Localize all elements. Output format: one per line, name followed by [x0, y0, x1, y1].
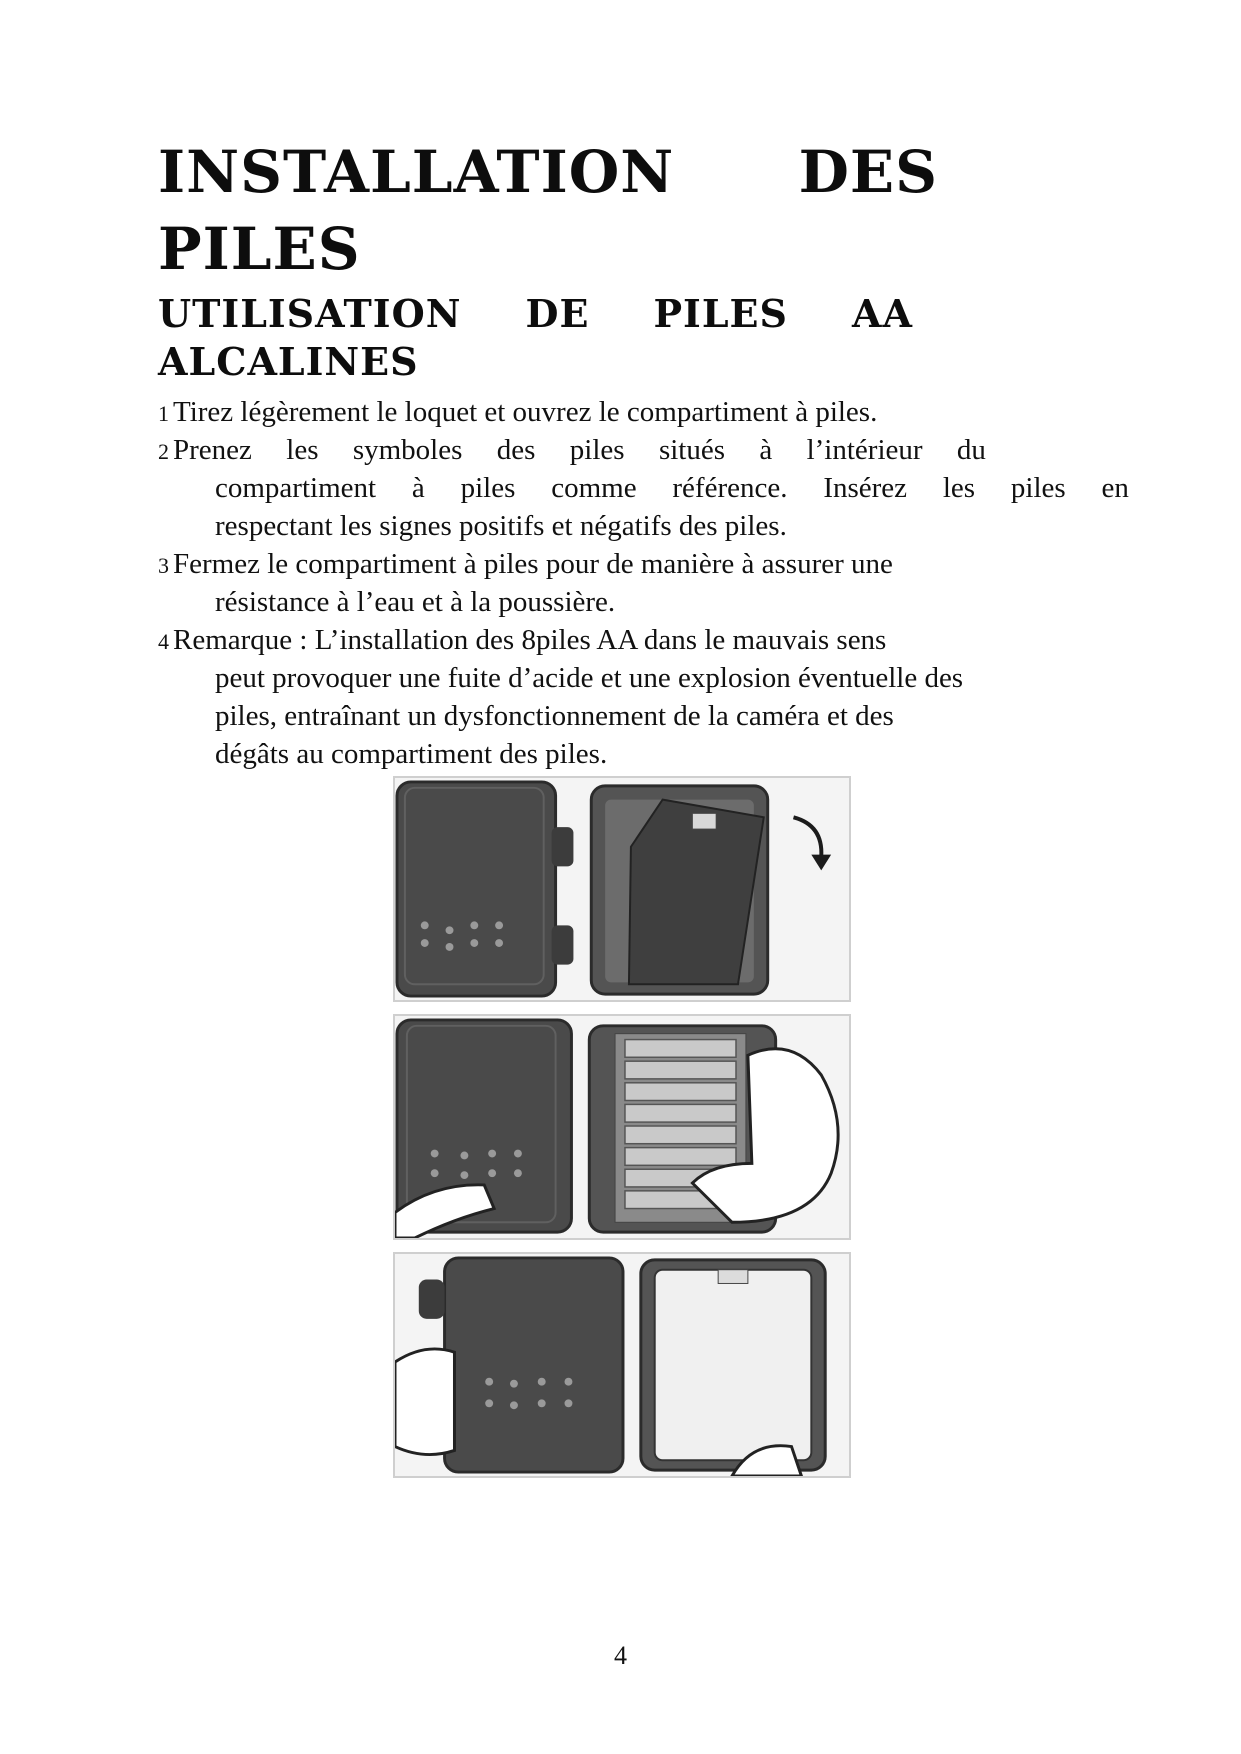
figure-close-battery-door: [393, 1252, 851, 1478]
step-4-line3: piles, entraînant un dysfonctionnement de la caméra et des: [215, 700, 894, 732]
heading-word: AA: [852, 291, 913, 336]
step-3: [158, 545, 893, 585]
step-2-line3: respectant les signes positifs et négatifs des piles.: [215, 510, 787, 542]
step-number: 2: [158, 439, 169, 464]
title-word-installation: INSTALLATION: [158, 138, 675, 206]
step-1: [158, 393, 877, 433]
step-text: Fermez le compartiment à piles pour de manière à assurer une: [173, 548, 893, 580]
camera-closed-illustration: [395, 1254, 849, 1476]
step-word: les: [942, 472, 976, 504]
step-word: à: [759, 434, 773, 466]
heading-word: PILES: [653, 291, 788, 336]
step-4-line4: dégâts au compartiment des piles.: [215, 738, 608, 770]
step-word: référence.: [672, 472, 788, 504]
step-number: 1: [158, 401, 169, 426]
step-word: piles: [569, 434, 625, 466]
step-word: situés: [658, 434, 725, 466]
step-word: Insérez: [823, 472, 908, 504]
step-text: Tirez légèrement le loquet et ouvrez le compartiment à piles.: [173, 396, 878, 428]
step-4: [158, 621, 886, 661]
step-number: 4: [158, 629, 169, 654]
step-4-line2: peut provoquer une fuite d’acide et une explosion éventuelle des: [215, 662, 964, 694]
step-word: des: [496, 434, 536, 466]
heading-word: DE: [525, 291, 590, 336]
page-title: [158, 134, 938, 210]
camera-batteries-illustration: [395, 1016, 849, 1238]
step-word: piles: [460, 472, 516, 504]
step-word: piles: [1010, 472, 1066, 504]
step-2: [158, 431, 986, 471]
camera-open-illustration: [395, 778, 849, 1000]
figure-open-battery-door: [393, 776, 851, 1002]
page-title-line2: PILES: [158, 215, 361, 283]
heading-word: UTILISATION: [158, 291, 462, 336]
step-word: compartiment: [215, 472, 377, 504]
section-heading-line2: ALCALINES: [158, 339, 419, 384]
step-word: à: [411, 472, 425, 504]
title-word-des: DES: [798, 138, 938, 206]
step-word: les: [286, 434, 319, 466]
step-word: l’intérieur: [806, 434, 923, 466]
step-2-line2: [215, 469, 1129, 507]
step-3-line2: résistance à l’eau et à la poussière.: [215, 586, 616, 618]
figure-insert-batteries: [393, 1014, 851, 1240]
step-number: 3: [158, 553, 169, 578]
step-word: symboles: [352, 434, 463, 466]
step-word: Prenez: [173, 434, 252, 466]
page-number: 4: [614, 1641, 627, 1670]
step-text: Remarque : L’installation des 8piles AA dans le mauvais sens: [173, 624, 887, 656]
step-word: du: [956, 434, 986, 466]
step-word: comme: [551, 472, 637, 504]
step-word: en: [1101, 472, 1129, 504]
section-heading: [158, 289, 913, 339]
